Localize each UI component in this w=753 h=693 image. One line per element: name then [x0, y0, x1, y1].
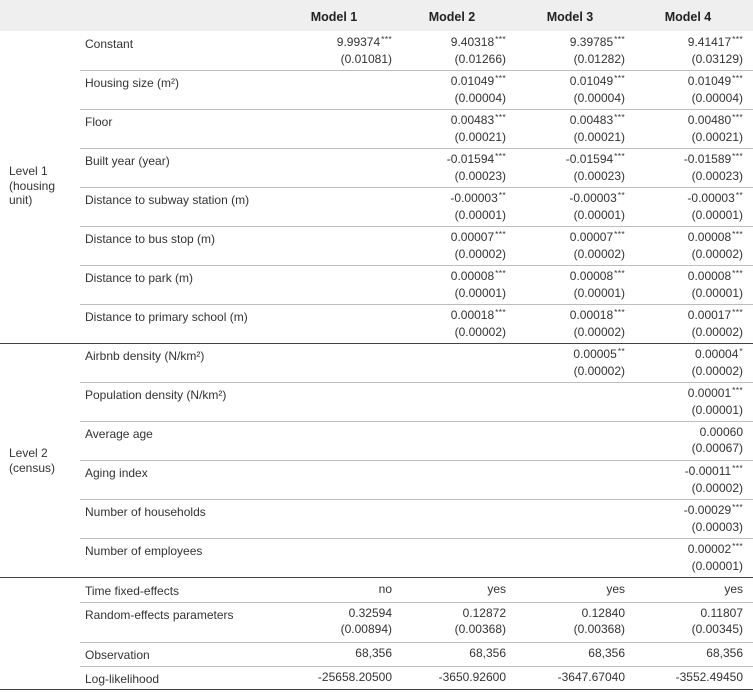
stat-label: Random-effects parameters	[85, 608, 234, 622]
row-divider	[80, 70, 753, 71]
coefficient-value: 0.00017	[687, 308, 732, 322]
row-divider	[80, 499, 753, 500]
row-divider	[80, 642, 753, 643]
coefficient	[410, 191, 506, 208]
row-divider	[80, 304, 753, 305]
coefficient-value: 0.00002	[687, 542, 732, 556]
significance-stars: ***	[732, 268, 743, 278]
table-cell	[647, 269, 743, 301]
row-divider	[80, 538, 753, 539]
significance-stars: ***	[732, 502, 743, 512]
coefficient-value: 68,356	[355, 646, 392, 660]
table-cell	[529, 269, 625, 301]
significance-stars: ***	[495, 73, 506, 83]
coefficient-value: 0.01049	[687, 74, 732, 88]
table-cell	[647, 308, 743, 340]
row-divider	[80, 265, 753, 266]
standard-error: (0.00345)	[691, 621, 743, 636]
significance-stars: ***	[732, 151, 743, 161]
standard-error: (0.00002)	[573, 246, 625, 261]
coefficient	[647, 113, 743, 130]
significance-stars: ***	[614, 268, 625, 278]
row-divider	[80, 109, 753, 110]
stat-label: Log-likelihood	[85, 672, 160, 686]
coefficient	[647, 582, 743, 598]
group-divider	[0, 343, 753, 344]
coefficient-value: 0.00018	[450, 308, 495, 322]
coefficient-value: 68,356	[588, 646, 625, 660]
coefficient	[647, 35, 743, 52]
table-cell	[410, 230, 506, 262]
table-cell	[529, 308, 625, 340]
standard-error: (0.00001)	[691, 285, 743, 300]
table-cell	[410, 269, 506, 301]
row-divider	[80, 460, 753, 461]
coefficient-value: 68,356	[469, 646, 506, 660]
coefficient-value: -25658.20500	[317, 670, 392, 684]
standard-error: (0.01266)	[454, 51, 506, 66]
row-label: Floor	[85, 115, 113, 129]
coefficient-value: 0.00007	[569, 230, 614, 244]
table-cell	[647, 191, 743, 223]
standard-error: (0.00002)	[691, 363, 743, 378]
standard-error: (0.00004)	[691, 90, 743, 105]
standard-error: (0.00001)	[691, 558, 743, 573]
standard-error: (0.00023)	[691, 168, 743, 183]
coefficient	[529, 582, 625, 598]
stats-divider	[0, 577, 753, 578]
table-cell	[296, 606, 392, 637]
coefficient-value: -0.00003	[450, 191, 498, 205]
significance-stars: ***	[732, 112, 743, 122]
coefficient	[529, 308, 625, 325]
standard-error: (0.00023)	[573, 168, 625, 183]
table-cell	[647, 503, 743, 535]
row-label: Distance to park (m)	[85, 271, 194, 285]
significance-stars: ***	[495, 151, 506, 161]
coefficient-value: 9.39785	[569, 35, 614, 49]
standard-error: (0.00067)	[691, 440, 743, 455]
coefficient-value: 9.41417	[687, 35, 732, 49]
table-cell	[529, 35, 625, 67]
coefficient-value: 0.00008	[687, 230, 732, 244]
coefficient	[647, 606, 743, 622]
table-cell	[647, 670, 743, 686]
table-cell	[529, 113, 625, 145]
significance-stars: **	[498, 190, 506, 200]
row-label: Population density (N/km²)	[85, 388, 227, 402]
standard-error: (0.00001)	[573, 207, 625, 222]
coefficient-value: 0.00060	[699, 425, 743, 439]
table-cell	[647, 542, 743, 574]
column-header-model-3: Model 3	[546, 10, 594, 24]
coefficient	[410, 35, 506, 52]
table-cell	[410, 582, 506, 598]
standard-error: (0.00021)	[573, 129, 625, 144]
table-cell	[410, 74, 506, 106]
significance-stars: ***	[732, 385, 743, 395]
coefficient	[647, 308, 743, 325]
coefficient	[410, 113, 506, 130]
standard-error: (0.00001)	[691, 207, 743, 222]
coefficient	[647, 269, 743, 286]
row-label: Average age	[85, 427, 153, 441]
coefficient-value: 0.01049	[450, 74, 495, 88]
coefficient-value: 0.00008	[687, 269, 732, 283]
coefficient	[410, 606, 506, 622]
standard-error: (0.00001)	[573, 285, 625, 300]
coefficient	[647, 542, 743, 559]
coefficient-value: -0.01594	[565, 152, 614, 166]
table-cell	[296, 582, 392, 598]
coefficient	[647, 464, 743, 481]
coefficient	[647, 191, 743, 208]
significance-stars: ***	[732, 73, 743, 83]
table-cell	[529, 152, 625, 184]
coefficient	[410, 152, 506, 169]
standard-error: (0.00001)	[454, 285, 506, 300]
standard-error: (0.00002)	[691, 246, 743, 261]
row-label: Built year (year)	[85, 154, 170, 168]
significance-stars: ***	[614, 151, 625, 161]
coefficient-value: -3552.49450	[675, 670, 743, 684]
coefficient-value: yes	[606, 582, 625, 596]
table-cell	[647, 347, 743, 379]
coefficient	[647, 347, 743, 364]
table-cell	[529, 582, 625, 598]
coefficient	[647, 670, 743, 686]
coefficient-value: 9.40318	[450, 35, 495, 49]
coefficient	[529, 74, 625, 91]
standard-error: (0.00368)	[454, 621, 506, 636]
significance-stars: **	[617, 346, 625, 356]
group-label-level-2: Level 2 (census)	[9, 446, 56, 475]
row-label: Distance to subway station (m)	[85, 193, 250, 207]
coefficient	[410, 230, 506, 247]
table-cell	[647, 230, 743, 262]
table-cell	[296, 35, 392, 67]
coefficient	[529, 191, 625, 208]
standard-error: (0.00002)	[454, 324, 506, 339]
table-cell	[529, 670, 625, 686]
coefficient	[529, 606, 625, 622]
stat-label: Observation	[85, 648, 150, 662]
coefficient-value: no	[378, 582, 392, 596]
coefficient	[529, 646, 625, 662]
coefficient	[296, 35, 392, 52]
significance-stars: ***	[732, 229, 743, 239]
coefficient	[529, 230, 625, 247]
coefficient-value: -0.00011	[684, 464, 732, 478]
coefficient-value: 0.00004	[695, 347, 739, 361]
table-cell	[647, 113, 743, 145]
coefficient	[410, 269, 506, 286]
standard-error: (0.00368)	[573, 621, 625, 636]
coefficient-value: -0.00029	[683, 503, 732, 517]
table-cell	[529, 191, 625, 223]
column-header-model-4: Model 4	[664, 10, 712, 24]
coefficient	[410, 582, 506, 598]
table-cell	[647, 606, 743, 637]
significance-stars: ***	[381, 34, 392, 44]
table-cell	[647, 646, 743, 662]
coefficient	[647, 152, 743, 169]
standard-error: (0.00023)	[454, 168, 506, 183]
standard-error: (0.00021)	[454, 129, 506, 144]
coefficient	[647, 503, 743, 520]
coefficient	[410, 670, 506, 686]
significance-stars: ***	[614, 73, 625, 83]
table-cell	[410, 191, 506, 223]
coefficient-value: -3647.67040	[557, 670, 625, 684]
significance-stars: ***	[495, 307, 506, 317]
coefficient-value: 0.00480	[687, 113, 732, 127]
table-cell	[410, 646, 506, 662]
row-label: Aging index	[85, 466, 148, 480]
standard-error: (0.00002)	[691, 480, 743, 495]
row-divider	[80, 226, 753, 227]
group-label-level-1: Level 1 (housing unit)	[9, 164, 56, 207]
significance-stars: ***	[732, 34, 743, 44]
coefficient	[296, 670, 392, 686]
coefficient-value: 0.32594	[348, 606, 392, 620]
standard-error: (0.00894)	[340, 621, 392, 636]
row-label: Constant	[85, 37, 134, 51]
row-divider	[80, 421, 753, 422]
row-label: Distance to bus stop (m)	[85, 232, 216, 246]
row-label: Airbnb density (N/km²)	[85, 349, 205, 363]
row-label: Distance to primary school (m)	[85, 310, 248, 324]
coefficient	[647, 386, 743, 403]
table-cell	[410, 308, 506, 340]
coefficient-value: 0.12840	[581, 606, 625, 620]
standard-error: (0.00001)	[691, 402, 743, 417]
coefficient-value: 0.01049	[569, 74, 614, 88]
significance-stars: ***	[495, 34, 506, 44]
standard-error: (0.00004)	[454, 90, 506, 105]
coefficient-value: 0.00001	[687, 386, 732, 400]
coefficient-value: -3650.92600	[438, 670, 506, 684]
table-cell	[296, 670, 392, 686]
standard-error: (0.00002)	[454, 246, 506, 261]
table-cell	[647, 464, 743, 496]
row-label: Number of employees	[85, 544, 203, 558]
table-cell	[410, 35, 506, 67]
standard-error: (0.00001)	[454, 207, 506, 222]
significance-stars: ***	[732, 307, 743, 317]
coefficient-value: 0.00018	[569, 308, 614, 322]
coefficient	[410, 74, 506, 91]
coefficient-value: -0.01594	[446, 152, 495, 166]
table-cell	[647, 35, 743, 67]
coefficient	[410, 646, 506, 662]
standard-error: (0.01081)	[340, 51, 392, 66]
table-cell	[529, 347, 625, 379]
coefficient-value: 0.00483	[450, 113, 495, 127]
standard-error: (0.01282)	[573, 51, 625, 66]
coefficient	[296, 646, 392, 662]
coefficient-value: yes	[487, 582, 506, 596]
table-cell	[410, 152, 506, 184]
column-header-model-2: Model 2	[428, 10, 476, 24]
coefficient	[296, 582, 392, 598]
row-divider	[80, 187, 753, 188]
significance-stars: ***	[732, 463, 743, 473]
standard-error: (0.00003)	[691, 519, 743, 534]
table-cell	[647, 74, 743, 106]
row-divider	[80, 148, 753, 149]
table-cell	[529, 646, 625, 662]
coefficient	[410, 308, 506, 325]
table-cell	[529, 230, 625, 262]
coefficient-value: 0.00007	[450, 230, 495, 244]
coefficient	[647, 425, 743, 441]
coefficient-value: 68,356	[706, 646, 743, 660]
coefficient-value: 0.00008	[569, 269, 614, 283]
coefficient	[529, 670, 625, 686]
table-cell	[410, 113, 506, 145]
significance-stars: ***	[614, 34, 625, 44]
significance-stars: *	[739, 346, 743, 356]
coefficient-value: 0.11807	[700, 606, 743, 620]
significance-stars: **	[735, 190, 743, 200]
coefficient	[529, 269, 625, 286]
coefficient	[529, 35, 625, 52]
table-cell	[410, 606, 506, 637]
coefficient	[647, 230, 743, 247]
standard-error: (0.00002)	[573, 324, 625, 339]
significance-stars: ***	[732, 541, 743, 551]
significance-stars: ***	[495, 112, 506, 122]
standard-error: (0.00021)	[691, 129, 743, 144]
row-divider	[80, 666, 753, 667]
coefficient-value: -0.00003	[569, 191, 617, 205]
table-cell	[296, 646, 392, 662]
coefficient-value: 9.99374	[336, 35, 381, 49]
table-cell	[647, 152, 743, 184]
table-cell	[647, 582, 743, 598]
significance-stars: ***	[495, 229, 506, 239]
significance-stars: ***	[614, 229, 625, 239]
coefficient-value: 0.00483	[569, 113, 614, 127]
table-cell	[410, 670, 506, 686]
row-label: Number of households	[85, 505, 206, 519]
significance-stars: ***	[614, 112, 625, 122]
coefficient-value: 0.00005	[573, 347, 617, 361]
coefficient-value: yes	[724, 582, 743, 596]
row-label: Housing size (m²)	[85, 76, 180, 90]
significance-stars: ***	[495, 268, 506, 278]
column-header-model-1: Model 1	[310, 10, 358, 24]
coefficient-value: -0.01589	[683, 152, 732, 166]
row-divider	[80, 602, 753, 603]
standard-error: (0.03129)	[691, 51, 743, 66]
coefficient-value: 0.00008	[450, 269, 495, 283]
table-cell	[647, 386, 743, 418]
coefficient	[529, 113, 625, 130]
coefficient-value: 0.12872	[462, 606, 506, 620]
standard-error: (0.00004)	[573, 90, 625, 105]
coefficient	[529, 152, 625, 169]
row-divider	[80, 382, 753, 383]
table-cell	[529, 606, 625, 637]
table-bottom-rule	[0, 689, 753, 690]
table-cell	[647, 425, 743, 456]
stat-label: Time fixed-effects	[85, 584, 180, 598]
coefficient	[647, 74, 743, 91]
standard-error: (0.00002)	[691, 324, 743, 339]
coefficient	[296, 606, 392, 622]
significance-stars: ***	[614, 307, 625, 317]
coefficient	[529, 347, 625, 364]
significance-stars: **	[617, 190, 625, 200]
coefficient-value: -0.00003	[687, 191, 735, 205]
table-cell	[529, 74, 625, 106]
coefficient	[647, 646, 743, 662]
standard-error: (0.00002)	[573, 363, 625, 378]
